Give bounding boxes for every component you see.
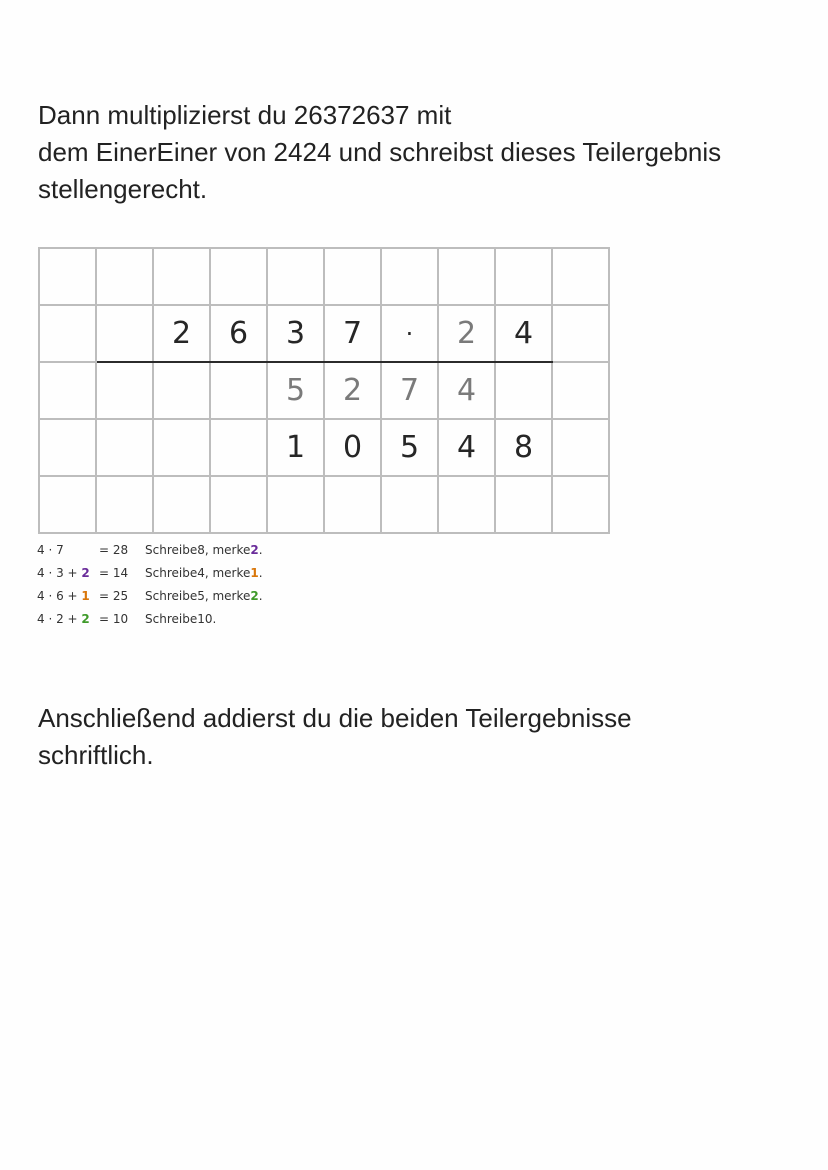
grid-cell [267,476,324,533]
grid-cell [96,305,153,362]
intro-line: dem EinerEiner von 2424 und schreibst dieses Teilergebnis [38,137,722,167]
step-carry-out: 2 [250,588,259,603]
grid-cell-digit-faded: 2 [324,362,381,419]
grid-cell [153,419,210,476]
step-row [37,607,263,630]
grid-cell [267,248,324,305]
step-note-end: . [258,542,263,557]
grid-cell-digit-faded: 5 [267,362,324,419]
grid-row [39,476,609,533]
grid-cell [438,476,495,533]
step-expression-text: 4 · 7 [37,542,64,557]
grid-cell-digit: 5 [381,419,438,476]
grid-cell-digit: 6 [210,305,267,362]
grid-cell [552,362,609,419]
outro-line: schriftlich. [38,740,154,770]
step-note [145,538,263,561]
grid-cell [210,419,267,476]
grid-cell [552,248,609,305]
grid-cell [438,248,495,305]
grid-cell [96,362,153,419]
grid-cell [210,248,267,305]
grid-cell [552,419,609,476]
multiplication-grid [38,247,610,534]
grid-cell [153,248,210,305]
grid-cell [39,248,96,305]
grid-cell [39,305,96,362]
step-row [37,561,263,584]
step-carry-out: 2 [250,542,259,557]
step-expression [37,561,99,584]
grid-cell-digit: 3 [267,305,324,362]
grid-cell [495,248,552,305]
step-note-text: Schreibe8, merke [145,542,251,557]
step-result: = 14 [99,565,129,580]
multiplication-sign: · [381,305,438,362]
step-note-text: Schreibe5, merke [145,588,251,603]
step-note [145,607,263,630]
calculation-steps [37,538,263,630]
step-row [37,538,263,561]
step-expression [37,538,99,561]
grid-cell [495,362,552,419]
grid-cell [96,248,153,305]
outro-line: Anschließend addierst du die beiden Teilergebnisse [38,703,632,733]
grid-cell [495,476,552,533]
grid-cell [96,419,153,476]
step-expression-text: 4 · 2 + [37,611,82,626]
grid-cell [210,476,267,533]
grid-cell-digit-faded: 4 [438,362,495,419]
step-expression [37,607,99,630]
grid-row-factors [39,305,609,362]
intro-line: Dann multiplizierst du 26372637 mit [38,100,452,130]
grid-row-partial-1 [39,362,609,419]
step-note-end: . [258,565,263,580]
grid-cell [39,362,96,419]
step-result: = 10 [99,611,129,626]
step-expression-text: 4 · 3 + [37,565,82,580]
grid-cell [324,248,381,305]
grid-cell-digit: 0 [324,419,381,476]
grid-cell-digit: 4 [495,305,552,362]
intro-paragraph [38,97,798,208]
step-carry-out: 1 [250,565,259,580]
grid-cell-digit: 8 [495,419,552,476]
grid-cell [96,476,153,533]
step-carry-in: 2 [81,611,90,626]
grid-row [39,248,609,305]
step-expression-text: 4 · 6 + [37,588,82,603]
grid-cell [552,305,609,362]
grid-cell-digit-faded: 7 [381,362,438,419]
grid-cell-digit: 1 [267,419,324,476]
grid-cell [210,362,267,419]
grid-cell [153,476,210,533]
grid-cell-digit: 7 [324,305,381,362]
grid-cell [39,476,96,533]
grid-cell-digit-faded: 2 [438,305,495,362]
step-note [145,584,263,607]
grid-cell [381,248,438,305]
grid-cell [381,476,438,533]
intro-line: stellengerecht. [38,174,208,204]
grid-cell [324,476,381,533]
grid-cell [552,476,609,533]
outro-paragraph [38,700,798,774]
grid-row-partial-2 [39,419,609,476]
step-note-text: Schreibe10. [145,611,217,626]
grid-cell [39,419,96,476]
step-carry-in: 1 [81,588,90,603]
grid-cell-digit: 4 [438,419,495,476]
step-note [145,561,263,584]
grid-cell-digit: 2 [153,305,210,362]
step-note-text: Schreibe4, merke [145,565,251,580]
grid-cell [153,362,210,419]
step-row [37,584,263,607]
step-result: = 25 [99,588,129,603]
step-expression [37,584,99,607]
step-carry-in: 2 [81,565,90,580]
step-note-end: . [258,588,263,603]
step-result: = 28 [99,542,129,557]
